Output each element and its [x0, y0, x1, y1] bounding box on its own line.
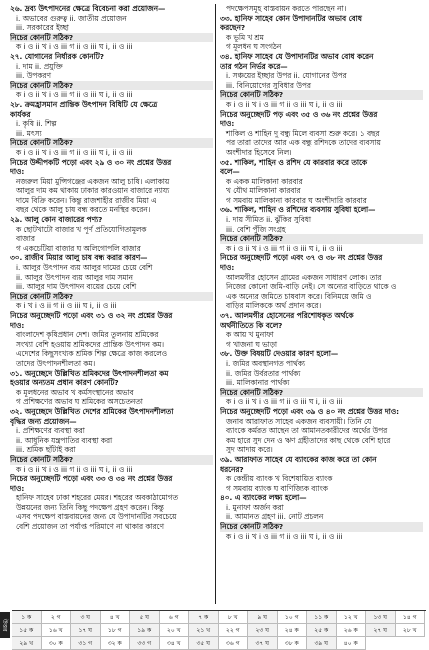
answer-cell: ৮ খ	[219, 611, 249, 624]
question-line: ২৭. যোগানের নির্ধারক কোনটি?	[10, 51, 104, 61]
text-line: ক ভূমি খ শ্রম	[226, 32, 264, 42]
answer-cell: ১৩ ঘ	[366, 611, 396, 624]
answer-cell: ৩৬ গ	[219, 637, 249, 650]
answer-cell: ২৮ খ	[396, 624, 426, 637]
text-line: গ একচেটিয়া বাজার ঘ অলিগোপলি বাজার	[16, 243, 141, 253]
question-line: ৩৩. হানিফ সাহেব কোন উপাদানটির অভাব বোধ	[220, 13, 362, 23]
answer-cell: ২২ গ	[219, 624, 249, 637]
question-line: ৩১. অনুচ্ছেদে উল্লিখিত শ্রমিকদের উৎপাদনশীলতা কম	[10, 368, 169, 378]
text-line: ক একক মালিকানা কারবার	[226, 176, 303, 186]
instruction-line: নিচের কোনটি সঠিক?	[220, 388, 423, 398]
text-line: দামে বিক্রি করেন। কিন্তু রাজশাহীর রাজীব মিয়া এ	[16, 195, 157, 205]
answer-cell: ৩৮ ক	[278, 637, 308, 650]
text-line: ক i ও ii খ i ও iii গ ii ও iii ঘ i, ii ও iii	[226, 397, 343, 407]
text-line: নিজের কোনো জমি-বাড়ি নেই। সে অন্যের বাড়িতে থাকে ও	[226, 282, 397, 292]
instruction-line: নিচের কোনটি সঠিক?	[220, 234, 423, 244]
answer-cell: ৪ খ	[101, 611, 131, 624]
text-line: অংশীদার হিসেবে নিল।	[226, 147, 292, 157]
text-line: তাদের উৎপাদনশীলতা কম।	[16, 358, 96, 368]
instruction-line: নিচের কোনটি সঠিক?	[10, 292, 213, 302]
answer-side-label: উত্তর	[0, 612, 10, 638]
answer-cell: ১০ গ	[278, 611, 308, 624]
text-line: i. সঞ্চয়ের ইচ্ছার উপর ii. যোগানের উপর	[226, 71, 347, 81]
answer-cell: ১৬ খ	[42, 624, 72, 637]
text-line: বেশি প্রয়োজন তা পর্যাপ্ত পরিমাণে না থাকার কারণে	[16, 522, 164, 532]
question-line: ৩০. রাজীব মিয়ার আলু চাষ বন্ধ করার কারণ—	[10, 253, 148, 263]
text-line: আলমগীর হোসেন গ্রামের একজন সাধারণ লোক। তার	[226, 272, 382, 282]
answer-cell: ৩৯ ঘ	[307, 637, 337, 650]
answer-cell: ৩১ গ	[71, 637, 101, 650]
text-line: ক i ও ii খ i ও iii গ ii ও iii ঘ i, ii ও iii	[16, 147, 133, 157]
question-line: করছেন?	[220, 23, 246, 33]
text-line: এদেশের কিছুসংখ্যক শ্রমিক শিল্প ক্ষেত্রে কাজ করলেও	[16, 349, 168, 359]
text-line: জনাব আরাফাত সাহেব একজন ব্যবসায়ী। তিনি যে	[226, 416, 372, 426]
answer-cell: ১৮ গ	[101, 624, 131, 637]
question-line: নিচের অনুচ্ছেদটি পড়ো এবং ৩৭ ও ৩৮ নং প্রশ্নের উত্তর	[220, 253, 383, 263]
question-line: দাও:	[10, 320, 25, 330]
answer-cell: ৩৩ গ	[130, 637, 160, 650]
text-line: কম হারে সুদ দেন ও ঋণ গ্রহীতাদের কাছ থেকে বেশি হারে	[226, 435, 391, 445]
text-line: ক আয় খ মুনাফা	[226, 330, 274, 340]
text-line: বাড়ির মালিককে অর্থ প্রদান করে।	[226, 301, 322, 311]
text-line: শাকিল ও শাহিন দু বন্ধু মিলে ব্যবসা শুরু করে। ১ বছর	[226, 128, 380, 138]
answer-cell: ৩৫ ঘ	[189, 637, 219, 650]
text-line: iii. আলুর দাম উৎপাদন ব্যয়ের চেয়ে বেশি	[16, 282, 137, 292]
text-line: iii. মালিকানার পার্থক্য	[226, 378, 290, 388]
text-line: ক মূলধনের অভাব খ কর্মসংস্থানের অভাব	[16, 387, 134, 397]
right-column	[220, 4, 423, 541]
text-line: i. কৃষি ii. শিল্প	[16, 119, 57, 129]
question-line: নিচের অনুচ্ছেদটি পড়ো এবং ৩১ ও ৩২ নং প্রশ্নের উত্তর	[10, 311, 173, 320]
text-line: iii. সরকারের ইচ্ছা	[16, 23, 69, 33]
question-line: বৃদ্ধির জন্য প্রয়োজন—	[10, 416, 77, 426]
text-line: i. দায় সীমিত ii. ঝুঁকির সুবিধা	[226, 215, 311, 225]
text-line: ক i খ i ও ii গ ii ও iii ঘ i, ii ও iii	[16, 301, 117, 311]
question-line: নিচের অনুচ্ছেদটি পড়ো এবং ৩৩ ও ৩৪ নং প্রশ্নের উত্তর	[10, 474, 173, 484]
question-line: দাও:	[10, 167, 25, 177]
answer-cell: ২০ খ	[160, 624, 190, 637]
text-line: গ মূলধন ঘ সংগঠন	[226, 42, 282, 52]
text-line: গ প্রশিক্ষণের অভাব ঘ শ্রমিকের অসচেতনতা	[16, 397, 143, 407]
text-line: ক কেন্দ্রীয় ব্যাংক খ বিশেষায়িত ব্যাংক	[226, 474, 333, 484]
question-line: ধরনের?	[220, 464, 244, 474]
question-line: নিচের অনুচ্ছেদটি পড় এবং ৩৫ ও ৩৬ নং প্রশ্নের উত্তর	[220, 109, 378, 119]
text-line: ক i ও ii খ i ও iii গ ii ও iii ঘ i, ii ও iii	[226, 531, 343, 541]
text-line: গ সমবায় ব্যাংক ঘ বাণিজ্যিক ব্যাংক	[226, 483, 328, 493]
text-line: iii. বিনিয়োগের সুবিধার উপর	[226, 80, 311, 90]
answer-cell: ১ ক	[12, 611, 42, 624]
question-line: দাও:	[220, 119, 235, 129]
left-column	[10, 4, 213, 532]
answer-cell: ১১ ক	[307, 611, 337, 624]
text-line: ক i ও ii খ i ও iii গ ii ও iii ঘ i, ii ও iii	[16, 90, 133, 100]
answer-cell: ২৭ ঘ	[366, 624, 396, 637]
text-line: খ যৌথ মালিকানা কারবার	[226, 186, 301, 196]
question-line: কার্যকর	[10, 109, 31, 119]
text-line: ক i ও ii খ i ও iii গ ii ও iii ঘ i, ii ও iii	[226, 243, 343, 253]
question-line: ৩৭. আলমগীর হোসেনের পরিশোধকৃত অর্থকে	[220, 311, 354, 320]
text-line: নজরুল মিয়া মুন্সিগঞ্জের একজন আলু চাষি। এলাকায়	[16, 176, 170, 186]
question-line: ৩৮. উক্ত বিষয়টি দেওয়ার কারণ হলো—	[220, 349, 339, 359]
text-line: উন্নয়নের জন্য তিনি কিছু পদক্ষেপ গ্রহণ করেন। কিন্তু	[16, 502, 164, 512]
answer-cell: ৬ গ	[160, 611, 190, 624]
question-line: হওয়ার অন্যতম প্রধান কারণ কোনটি?	[10, 378, 119, 388]
question-line: তার গঠন নির্ভর করে—	[220, 61, 288, 71]
answer-cell: ২৫ ক	[307, 624, 337, 637]
question-line: ২৯. আলু কোন বাজারের পণ্য?	[10, 215, 103, 225]
answer-cell: ৭ ক	[189, 611, 219, 624]
answer-cell: ১২ খ	[337, 611, 367, 624]
answer-cell: ৫ ঘ	[130, 611, 160, 624]
text-line: i. দাম ii. প্রযুক্তি	[16, 61, 63, 71]
text-line: এক অন্যের জমিতে চাষবাস করে। বিনিময়ে জমি ও	[226, 291, 372, 301]
question-line: ৪০. এ ব্যাংকের লক্ষ্য হলো—	[220, 493, 307, 503]
question-line: ২৬. দ্রব্য উৎপাদনের ক্ষেত্রে বিবেচনা করা প্রয়োজন—	[10, 4, 166, 13]
answer-cell: ১৯ ক	[130, 624, 160, 637]
text-line: ব্যাংকে কর্মরত আছেন তা আমানতকারীদের অর্থের উপর	[226, 426, 388, 436]
text-line: ক i ও ii খ i ও iii গ ii ও iii ঘ i, ii ও iii	[16, 464, 133, 474]
answer-cell: ১৫ ক	[12, 624, 42, 637]
text-line: গ খাজনা ঘ ভাড়া	[226, 339, 278, 349]
text-line: ii. আমানত গ্রহণ iii. নোট প্রচলন	[226, 512, 324, 522]
text-line: i. আলুর উৎপাদন ব্যয় আলুর দামের চেয়ে বেশি	[16, 263, 153, 273]
answer-cell: ৯ ঘ	[248, 611, 278, 624]
question-line: দাও:	[10, 483, 25, 493]
question-line: ৩৬. শাকিল, শাহিন ও রশিদের ব্যবসায় সুবিধা হলো—	[220, 205, 376, 215]
text-line: সুদ আদায় করে।	[226, 445, 273, 455]
text-line: গ সমবায় মালিকানা কারবার ঘ অংশীদারি কারবার	[226, 195, 367, 205]
text-line: পদক্ষেপসমূহ বাস্তবায়ন করতে পারছেন না।	[226, 4, 347, 13]
text-line: i. জমির অবস্থানগত পার্থক্য	[226, 358, 305, 368]
instruction-line: নিচের কোনটি সঠিক?	[10, 33, 213, 43]
instruction-line: নিচের কোনটি সঠিক?	[10, 455, 213, 465]
instruction-line: নিচের কোনটি সঠিক?	[10, 138, 213, 148]
question-line: বলে—	[220, 167, 240, 177]
answer-cell: ৩৪ খ	[160, 637, 190, 650]
answer-cell: ২৪ ক	[278, 624, 308, 637]
answer-cell: ৪০ ক	[337, 637, 367, 650]
text-line: আলুর দাম কম থাকায় ঢাকার কারওয়ান বাজারে ন্যায্য	[16, 186, 170, 196]
question-line: অর্থনীতিতে কি বলে?	[220, 320, 283, 330]
text-line: iii. মৎস্য	[16, 128, 42, 138]
text-line: ক ছোটখাটো বাজার খ পূর্ণ প্রতিযোগিতামূলক	[16, 224, 147, 234]
text-line: এসব পদক্ষেপ বাস্তবায়নের জন্য যে উপাদানটির সবচেয়ে	[16, 512, 177, 522]
answer-cell: ২৬ ক	[337, 624, 367, 637]
text-line: i. মুনাফা অর্জন করা	[226, 502, 284, 512]
text-line: i. অভাবের গুরুত্ব ii. জাতীয় প্রয়োজন	[16, 13, 127, 23]
answer-cell: ২ গ	[42, 611, 72, 624]
answer-cell: ১৭ ঘ	[71, 624, 101, 637]
text-line: পর তারা তাদের আর এক বন্ধু রশিদকে তাদের ব্যবসায়	[226, 138, 381, 148]
text-line: ii. জমির উর্বরতার পার্থক্য	[226, 368, 301, 378]
instruction-line: নিচের কোনটি সঠিক?	[10, 81, 213, 91]
question-line: ৩২. অনুচ্ছেদে উল্লিখিত দেশের শ্রমিকের উৎপাদনশীলতা	[10, 406, 174, 416]
text-line: iii. শ্রমিক ছাঁটাই করা	[16, 445, 76, 455]
answer-key-table	[12, 610, 426, 647]
answer-cell: ৩২ ক	[101, 637, 131, 650]
answer-cell: ২৩ ঘ	[248, 624, 278, 637]
question-line: ৩৪. হানিফ সাহেব যে উপাদানটির অভাব বোধ করেন	[220, 51, 374, 61]
answer-cell: ৩৭ ঘ	[248, 637, 278, 650]
question-line: দাও:	[220, 263, 235, 273]
text-line: ক i ও ii খ i ও iii গ ii ও iii ঘ i, ii ও iii	[16, 42, 133, 52]
text-line: সংখ্যা বেশি হওয়ায় শ্রমিকদের প্রান্তিক উৎপাদন কম।	[16, 339, 164, 349]
text-line: i. প্রশিক্ষণের ব্যবস্থা করা	[16, 426, 85, 436]
column-divider	[215, 4, 216, 604]
answer-cell: ২৯ খ	[12, 637, 42, 650]
text-line: iii. উপকরণ	[16, 71, 51, 81]
text-line: ii. আধুনিক যন্ত্রপাতির ব্যবস্থা করা	[16, 435, 113, 445]
text-line: হানিফ সাহেব ঢাকা শহরের মেয়র। শহরের অবকাঠামোগত	[16, 493, 178, 503]
question-line: ৩৯. আরাফাত সাহেব যে ব্যাংকের কাজ করে তা কোন	[220, 454, 377, 464]
text-line: iii. বেশি পুঁজি সংগ্রহ	[226, 224, 286, 234]
text-line: বাংলাদেশ কৃষিপ্রধান দেশ। জমির তুলনায় শ্রমিকের	[16, 330, 159, 340]
instruction-line: নিচের কোনটি সঠিক?	[220, 90, 423, 100]
text-line: বাজার	[16, 234, 35, 244]
answer-cell: ১৪ গ	[396, 611, 426, 624]
text-line: বছর থেকে আলু চাষ বন্ধ করতে মনস্থির করেন।	[16, 205, 151, 215]
text-line: ii. আলুর উৎপাদন ব্যয় আলুর দাম সমান	[16, 272, 133, 282]
question-line: ৩৫. শাকিল, শাহিন ও রশিদ যে কারবার করে তাকে	[220, 157, 368, 167]
question-line: নিচের অনুচ্ছেদটি পড়ো এবং ৩৯ ও ৪০ নং প্রশ্নের উত্তর দাও:	[220, 406, 400, 416]
question-line: ২৮. ক্রমহ্রাসমান প্রান্তিক উৎপাদন বিধিটি যে ক্ষেত্রে	[10, 99, 158, 109]
instruction-line: নিচের কোনটি সঠিক?	[220, 522, 423, 532]
text-line: ক i ও ii খ i ও iii গ ii ও iii ঘ i, ii ও iii	[226, 99, 343, 109]
answer-cell: ৩০ ক	[42, 637, 72, 650]
answer-cell: ৩ ঘ	[71, 611, 101, 624]
question-line: নিচের উদ্দীপকটি পড়ো এবং ২৯ ও ৩০ নং প্রশ্নের উত্তর	[10, 157, 172, 167]
answer-cell: ২১ খ	[189, 624, 219, 637]
